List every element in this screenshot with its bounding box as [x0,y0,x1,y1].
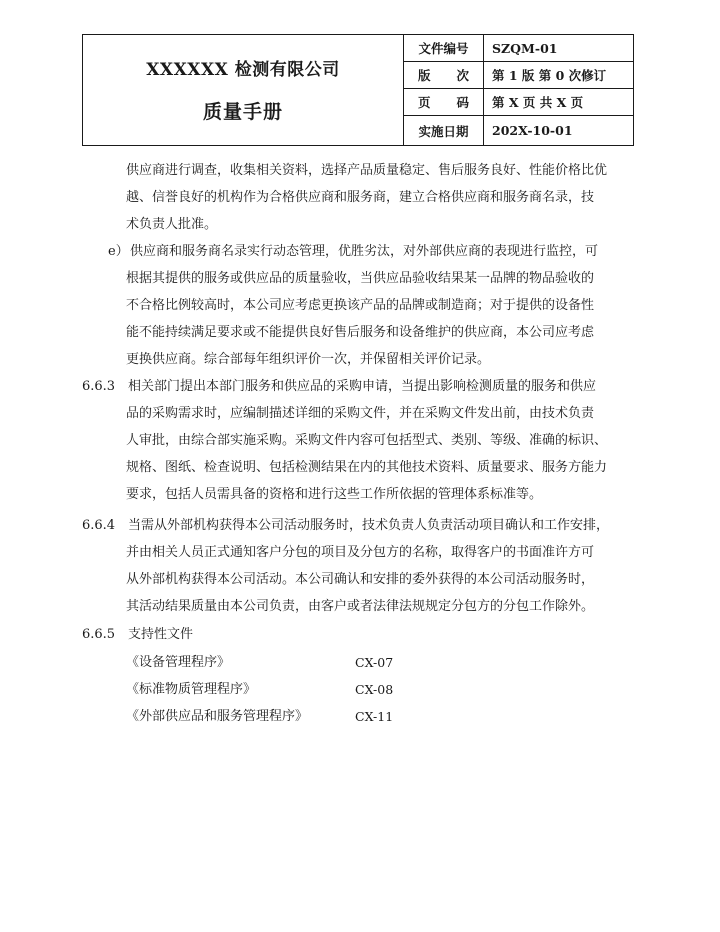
header-row-doc-no [404,35,633,62]
text-line: 越、信誉良好的机构作为合格供应商和服务商，建立合格供应商和服务商名录，技 [126,190,595,205]
text-line: 从外部机构获得本公司活动。本公司确认和安排的委外获得的本公司活动服务时， [126,572,595,587]
support-doc-name: 《标准物质管理程序》 [126,682,257,697]
text-line: 能不能持续满足要求或不能提供良好售后服务和设备维护的供应商，本公司应考虑 [126,325,595,340]
header-row-edition [404,62,633,89]
text-line: 不合格比例较高时，本公司应考虑更换该产品的品牌或制造商；对于提供的设备性 [126,298,595,313]
doc-no-label: 文件编号 [404,35,484,61]
header-title-cell [83,35,404,145]
manual-title: 质量手册 [202,101,283,123]
edition-label [404,62,484,88]
section-number-6-6-3: 6.6.3 [82,379,116,394]
page-label [404,89,484,115]
text-line: 术负责人批准。 [126,217,218,232]
text-line: 当需从外部机构获得本公司活动服务时，技术负责人负责活动项目确认和工作安排， [128,518,610,533]
page-value: 第 X 页 共 X 页 [492,95,584,110]
text-line: 相关部门提出本部门服务和供应品的采购申请，当提出影响检测质量的服务和供应 [128,379,597,394]
header-row-page [404,89,633,116]
text-line: 根据其提供的服务或供应品的质量验收，当供应品验收结果某一品牌的物品验收的 [126,271,595,286]
text-line: 规格、图纸、检查说明、包括检测结果在内的其他技术资料、质量要求、服务方能力 [126,460,608,475]
page-label-char: 页 [418,95,431,110]
edition-label-char: 版 [418,68,431,83]
text-line: 供应商进行调查，收集相关资料，选择产品质量稳定、售后服务良好、性能价格比优 [126,163,608,178]
text-line: 品的采购需求时，应编制描述详细的采购文件，并在采购文件发出前，由技术负责 [126,406,595,421]
edition-label-char: 次 [456,68,469,83]
support-doc-name: 《外部供应品和服务管理程序》 [126,709,309,724]
section-number-6-6-4: 6.6.4 [82,518,116,533]
support-doc-code: CX-07 [355,655,394,670]
section-number-6-6-5: 6.6.5 [82,627,116,642]
text-line: 人审批，由综合部实施采购。采购文件内容可包括型式、类别、等级、准确的标识、 [126,433,608,448]
support-doc-code: CX-11 [355,709,394,724]
item-e-marker: e） [108,244,129,259]
company-name: XXXXXX 检测有限公司 [146,60,340,80]
document-header-table [82,34,634,146]
text-line: 其活动结果质量由本公司负责，由客户或者法律法规规定分包方的分包工作除外。 [126,599,595,614]
header-row-date [404,116,633,145]
date-value: 202X-10-01 [492,123,573,138]
date-label: 实施日期 [404,116,484,145]
text-line: 更换供应商。综合部每年组织评价一次，并保留相关评价记录。 [126,352,491,367]
doc-no-value: SZQM-01 [492,40,558,56]
support-doc-name: 《设备管理程序》 [126,655,231,670]
page-label-char: 码 [456,95,469,110]
edition-value: 第 1 版 第 0 次修订 [492,68,607,83]
text-line: 要求，包括人员需具备的资格和进行这些工作所依据的管理体系标准等。 [126,487,543,502]
text-line: 供应商和服务商名录实行动态管理，优胜劣汰，对外部供应商的表现进行监控，可 [130,244,599,259]
support-doc-code: CX-08 [355,682,394,697]
text-line: 并由相关人员正式通知客户分包的项目及分包方的名称，取得客户的书面准许方可 [126,545,595,560]
section-title-support-docs: 支持性文件 [128,627,194,642]
